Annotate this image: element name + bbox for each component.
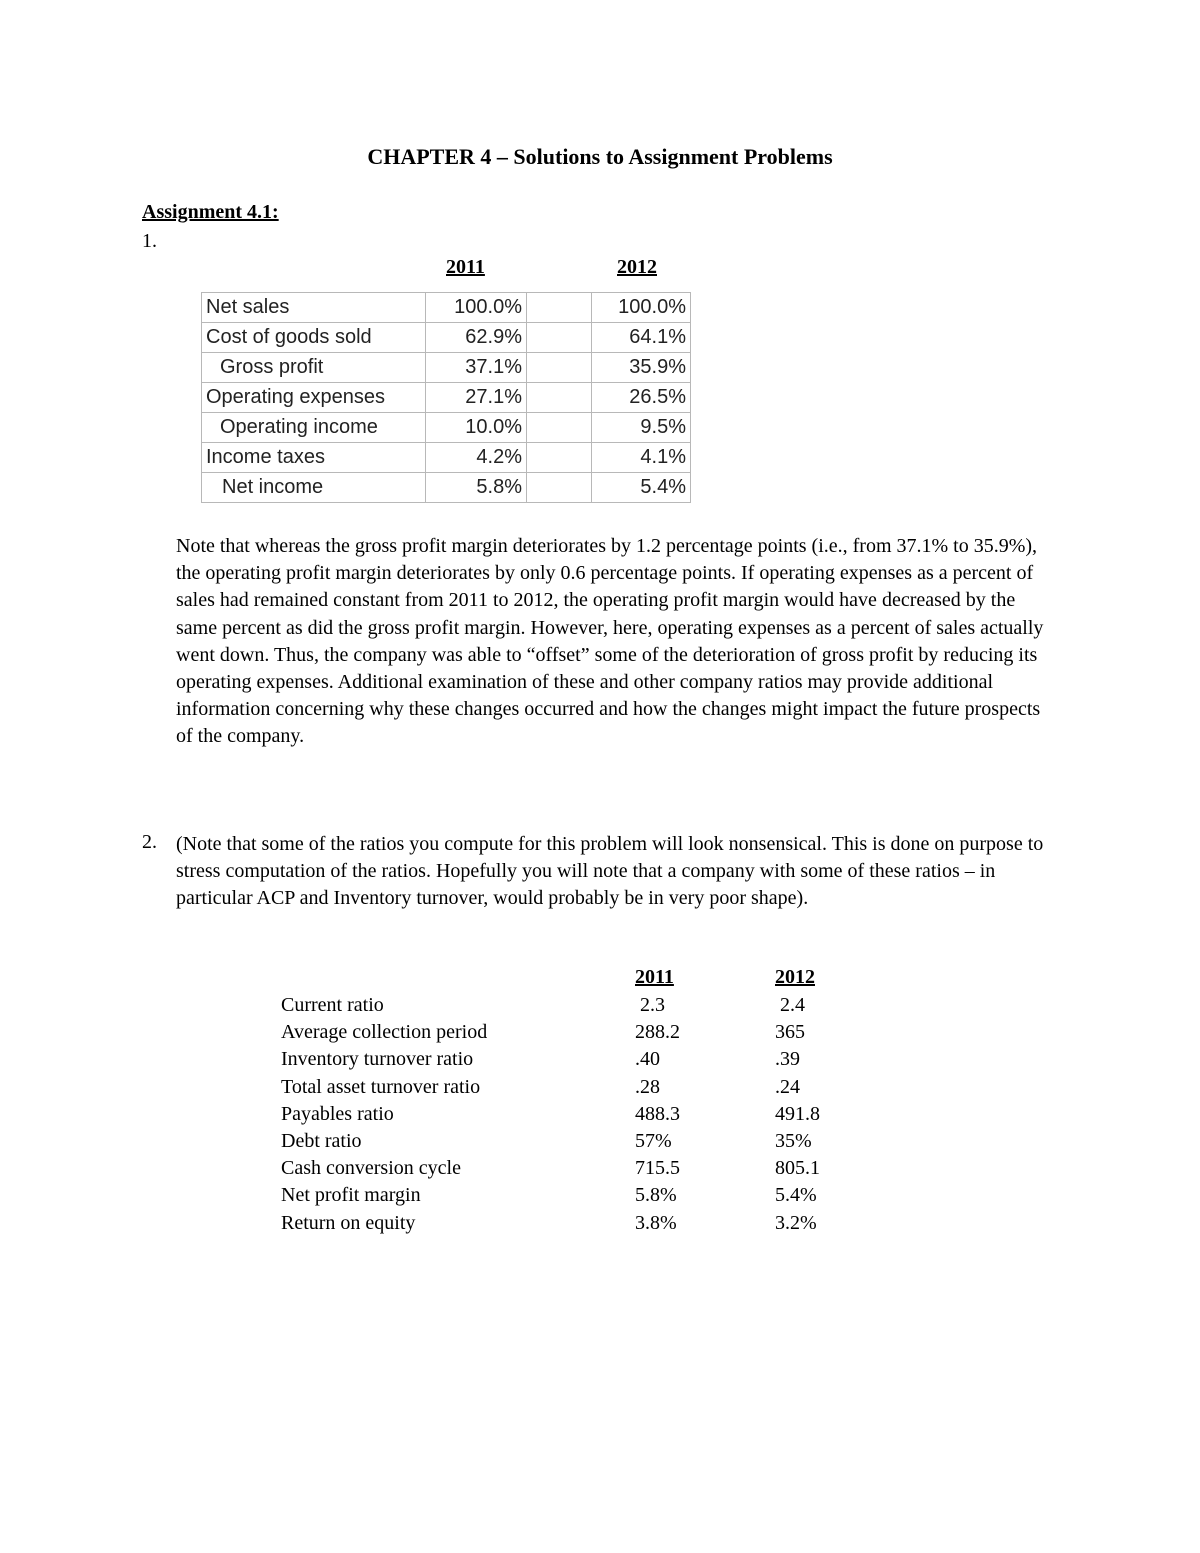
row-label: Gross profit — [202, 353, 426, 383]
value-2011: 100.0% — [426, 293, 527, 323]
ratio-label: Net profit margin — [281, 1184, 421, 1207]
table-row — [202, 323, 691, 353]
ratio-value-2012: 2.4 — [775, 994, 805, 1016]
ratio-value-2011: 288.2 — [635, 1021, 680, 1044]
ratio-label: Inventory turnover ratio — [281, 1048, 474, 1071]
ratio-value-2011: 715.5 — [635, 1157, 680, 1180]
value-2012: 4.1% — [592, 443, 691, 473]
row-label: Income taxes — [202, 443, 426, 473]
ratio-value-2012: .39 — [775, 1048, 800, 1071]
ratio-value-2011: 5.8% — [635, 1184, 677, 1207]
value-2012: 26.5% — [592, 383, 691, 413]
page-title: CHAPTER 4 – Solutions to Assignment Problems — [367, 144, 833, 169]
common-size-income-statement — [201, 292, 691, 503]
ratio-label: Payables ratio — [281, 1102, 394, 1125]
analysis-paragraph: Note that whereas the gross profit margin deteriorates by 1.2 percentage points (i.e., from 37.1% to 35.9%), the operating profit margin deteriorates by only 0.6 percentage points. If operating expenses as a percent of sales had remained constant from 2011 to 2012, the operating profit margin would have decreased by the same percent as did the gross profit margin. However, here, operating expenses as a percent of sales actually went down. Thus, the company was able to “offset” some of the deterioration of gross profit by reducing its operating expenses. Additional examination of these and other company ratios may provide additional information concerning why these changes occurred and how the changes might impact the future prospects of the company. — [176, 535, 1044, 748]
spacer-cell — [527, 443, 592, 473]
value-2011: 10.0% — [426, 413, 527, 443]
assignment-heading: Assignment 4.1: — [142, 201, 279, 223]
table-row — [202, 293, 691, 323]
spacer-cell — [527, 293, 592, 323]
row-label: Operating expenses — [202, 383, 426, 413]
spacer-cell — [527, 383, 592, 413]
ratio-value-2011: 3.8% — [635, 1211, 677, 1234]
column-header-2012: 2012 — [617, 256, 657, 278]
table-row — [202, 353, 691, 383]
value-2012: 100.0% — [592, 293, 691, 323]
ratio-value-2011: 488.3 — [635, 1102, 680, 1125]
item-number-1: 1. — [142, 230, 157, 252]
table-row — [202, 443, 691, 473]
value-2011: 27.1% — [426, 383, 527, 413]
item-number-2: 2. — [142, 831, 157, 853]
ratio-note-paragraph: (Note that some of the ratios you compute for this problem will look nonsensical. This is done on purpose to stress computation of the ratios. Hopefully you will note that a company with some of these ratios – in particular ACP and Inventory turnover, would probably be in very poor shape). — [176, 833, 1044, 910]
row-label: Cost of goods sold — [202, 323, 426, 353]
value-2011: 5.8% — [426, 473, 527, 503]
ratio-value-2011: .28 — [635, 1075, 660, 1098]
spacer-cell — [527, 413, 592, 443]
ratio-value-2011: 2.3 — [635, 994, 665, 1016]
row-label: Net income — [202, 473, 426, 503]
ratio-value-2012: 365 — [775, 1021, 805, 1044]
spacer-cell — [527, 353, 592, 383]
ratio-value-2012: 35% — [775, 1129, 812, 1152]
ratio-label: Total asset turnover ratio — [281, 1075, 481, 1098]
row-label: Net sales — [202, 293, 426, 323]
ratio-label: Average collection period — [281, 1021, 488, 1044]
ratio-value-2012: .24 — [775, 1075, 800, 1098]
value-2011: 4.2% — [426, 443, 527, 473]
spacer-cell — [527, 473, 592, 503]
ratio-label: Current ratio — [281, 994, 384, 1016]
ratio-column-header-2012: 2012 — [775, 966, 815, 988]
value-2012: 9.5% — [592, 413, 691, 443]
ratio-label: Debt ratio — [281, 1129, 362, 1152]
ratio-label: Return on equity — [281, 1211, 416, 1234]
ratio-value-2011: .40 — [635, 1048, 660, 1071]
ratio-column-header-2011: 2011 — [635, 966, 674, 988]
spacer-cell — [527, 323, 592, 353]
row-label: Operating income — [202, 413, 426, 443]
ratio-value-2011: 57% — [635, 1129, 672, 1152]
value-2011: 37.1% — [426, 353, 527, 383]
ratio-value-2012: 5.4% — [775, 1184, 817, 1207]
value-2012: 5.4% — [592, 473, 691, 503]
value-2012: 35.9% — [592, 353, 691, 383]
ratio-value-2012: 3.2% — [775, 1211, 817, 1234]
table-row — [202, 383, 691, 413]
ratio-value-2012: 491.8 — [775, 1102, 820, 1125]
column-header-2011: 2011 — [446, 256, 485, 278]
ratio-label: Cash conversion cycle — [281, 1157, 461, 1180]
table-row — [202, 473, 691, 503]
table-row — [202, 413, 691, 443]
value-2011: 62.9% — [426, 323, 527, 353]
value-2012: 64.1% — [592, 323, 691, 353]
ratio-value-2012: 805.1 — [775, 1157, 820, 1180]
